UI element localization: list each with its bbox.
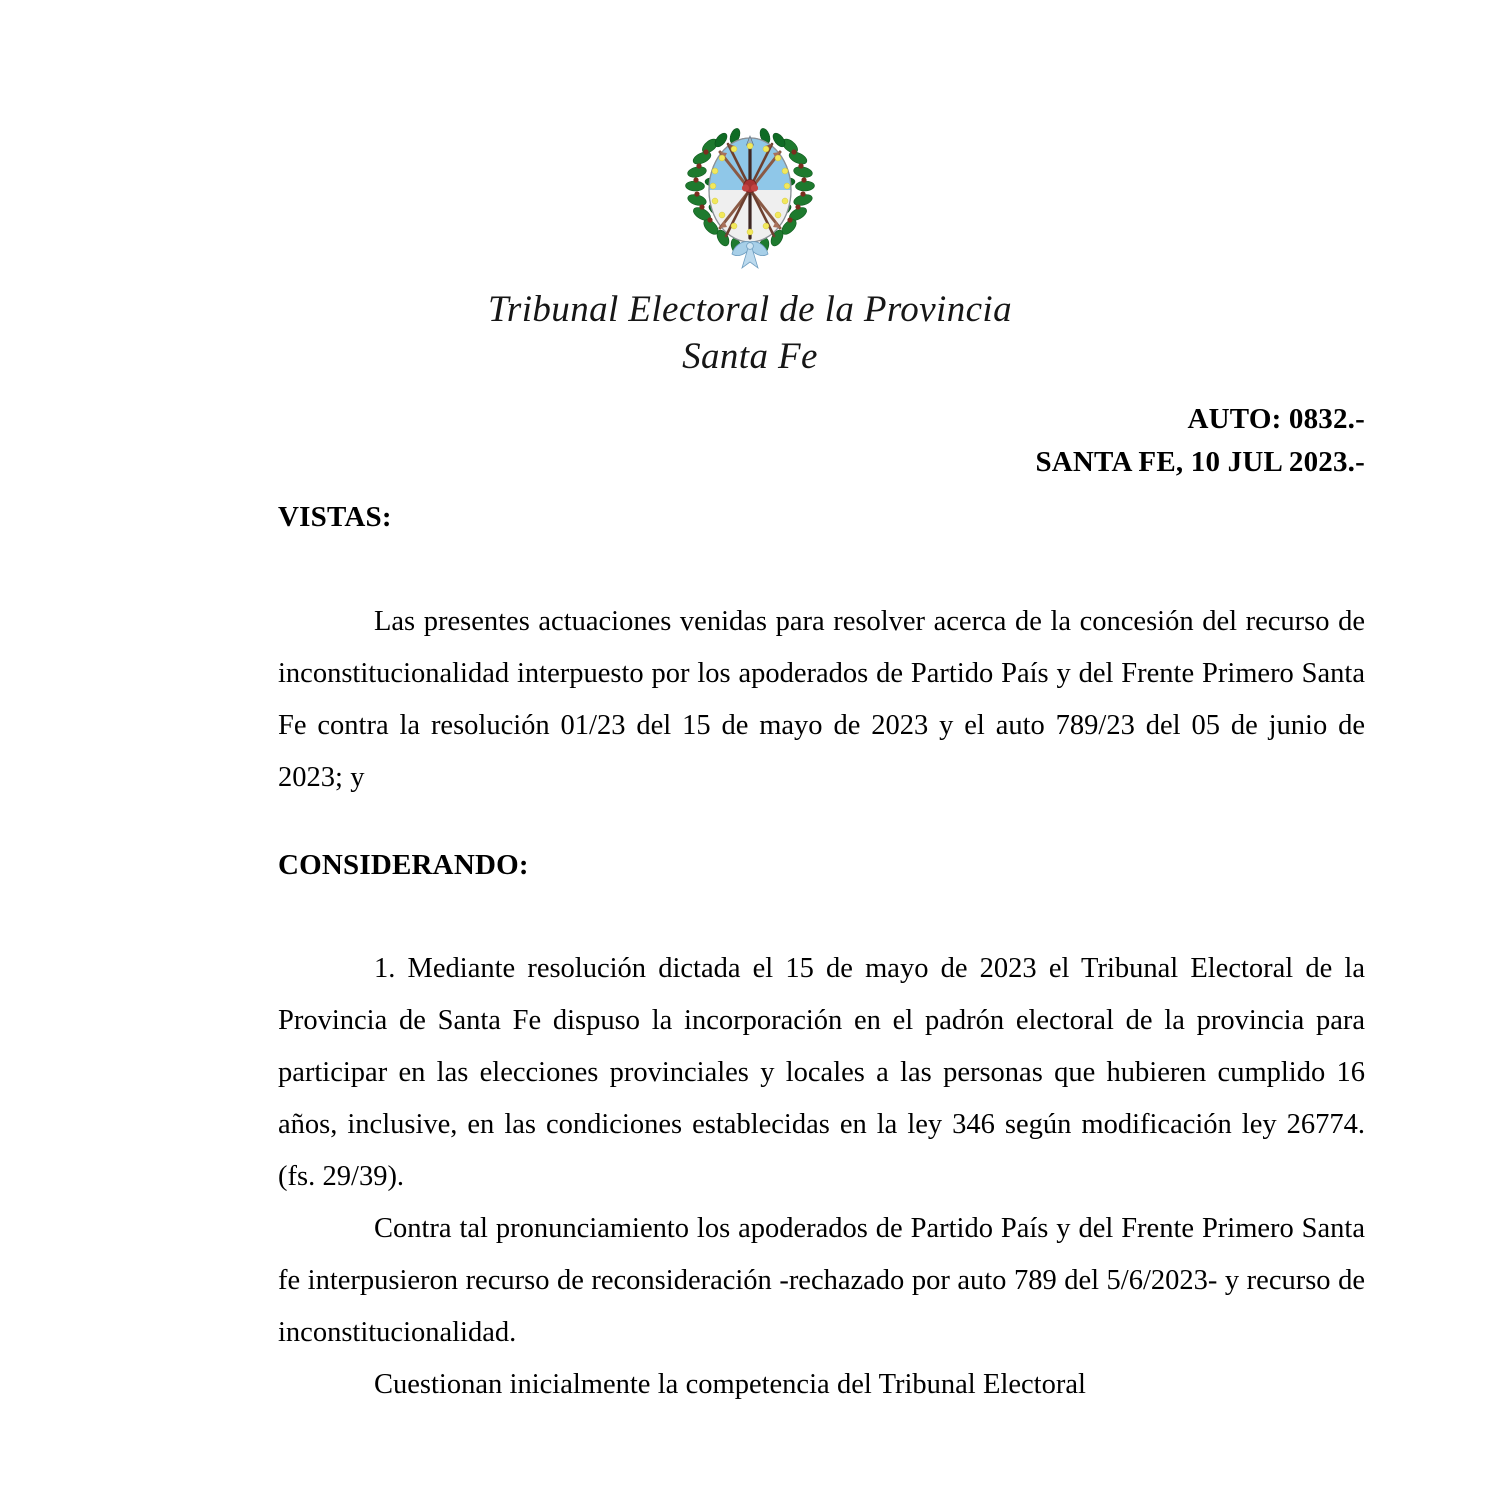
considerando-paragraph-1: 1. Mediante resolución dictada el 15 de mayo de 2023 el Tribunal Electoral de la Provincia de Santa Fe dispuso la incorporación en el padrón electoral de la provincia para participar en las elecciones provinciales y locales a las personas que hubieren cumplido 16 años, inclusive, en las condiciones establecidas en la ley 346 según modificación ley 26774. (fs. 29/39).: [278, 953, 1365, 1192]
santa-fe-coat-of-arms-icon: [680, 128, 820, 278]
considerando-paragraph-2: Contra tal pronunciamiento los apoderados de Partido País y del Frente Primero Santa fe interpusieron recurso de reconsideración -rechazado por auto 789 del 5/6/2023- y recurso de inconstitucionalidad.: [278, 1213, 1365, 1348]
auto-number: AUTO: 0832.-: [1187, 403, 1365, 435]
vistas-heading: VISTAS:: [278, 501, 392, 533]
spacer: [278, 887, 1365, 943]
considerando-heading: CONSIDERANDO:: [278, 848, 529, 881]
spacer: [278, 804, 1365, 844]
considerando-paragraph-3: Cuestionan inicialmente la competencia del Tribunal Electoral: [374, 1369, 1086, 1400]
document-body: [278, 496, 1365, 1411]
document-meta: [278, 398, 1365, 484]
organization-name-line1: Tribunal Electoral de la Provincia: [487, 289, 1012, 330]
place-and-date: SANTA FE, 10 JUL 2023.-: [1035, 445, 1365, 478]
ribbon-bow: [732, 242, 768, 268]
organization-name: [0, 286, 1500, 381]
spacer: [278, 540, 1365, 596]
organization-name-line2: Santa Fe: [682, 336, 818, 378]
document-header: [0, 0, 1500, 381]
vistas-paragraph: Las presentes actuaciones venidas para resolver acerca de la concesión del recurso de inconstitucionalidad interpuesto por los apoderados de Partido País y del Frente Primero Santa Fe contra la resolución 01/23 del 15 de mayo de 2023 y el auto 789/23 del 05 de junio de 2023; y: [278, 605, 1365, 793]
